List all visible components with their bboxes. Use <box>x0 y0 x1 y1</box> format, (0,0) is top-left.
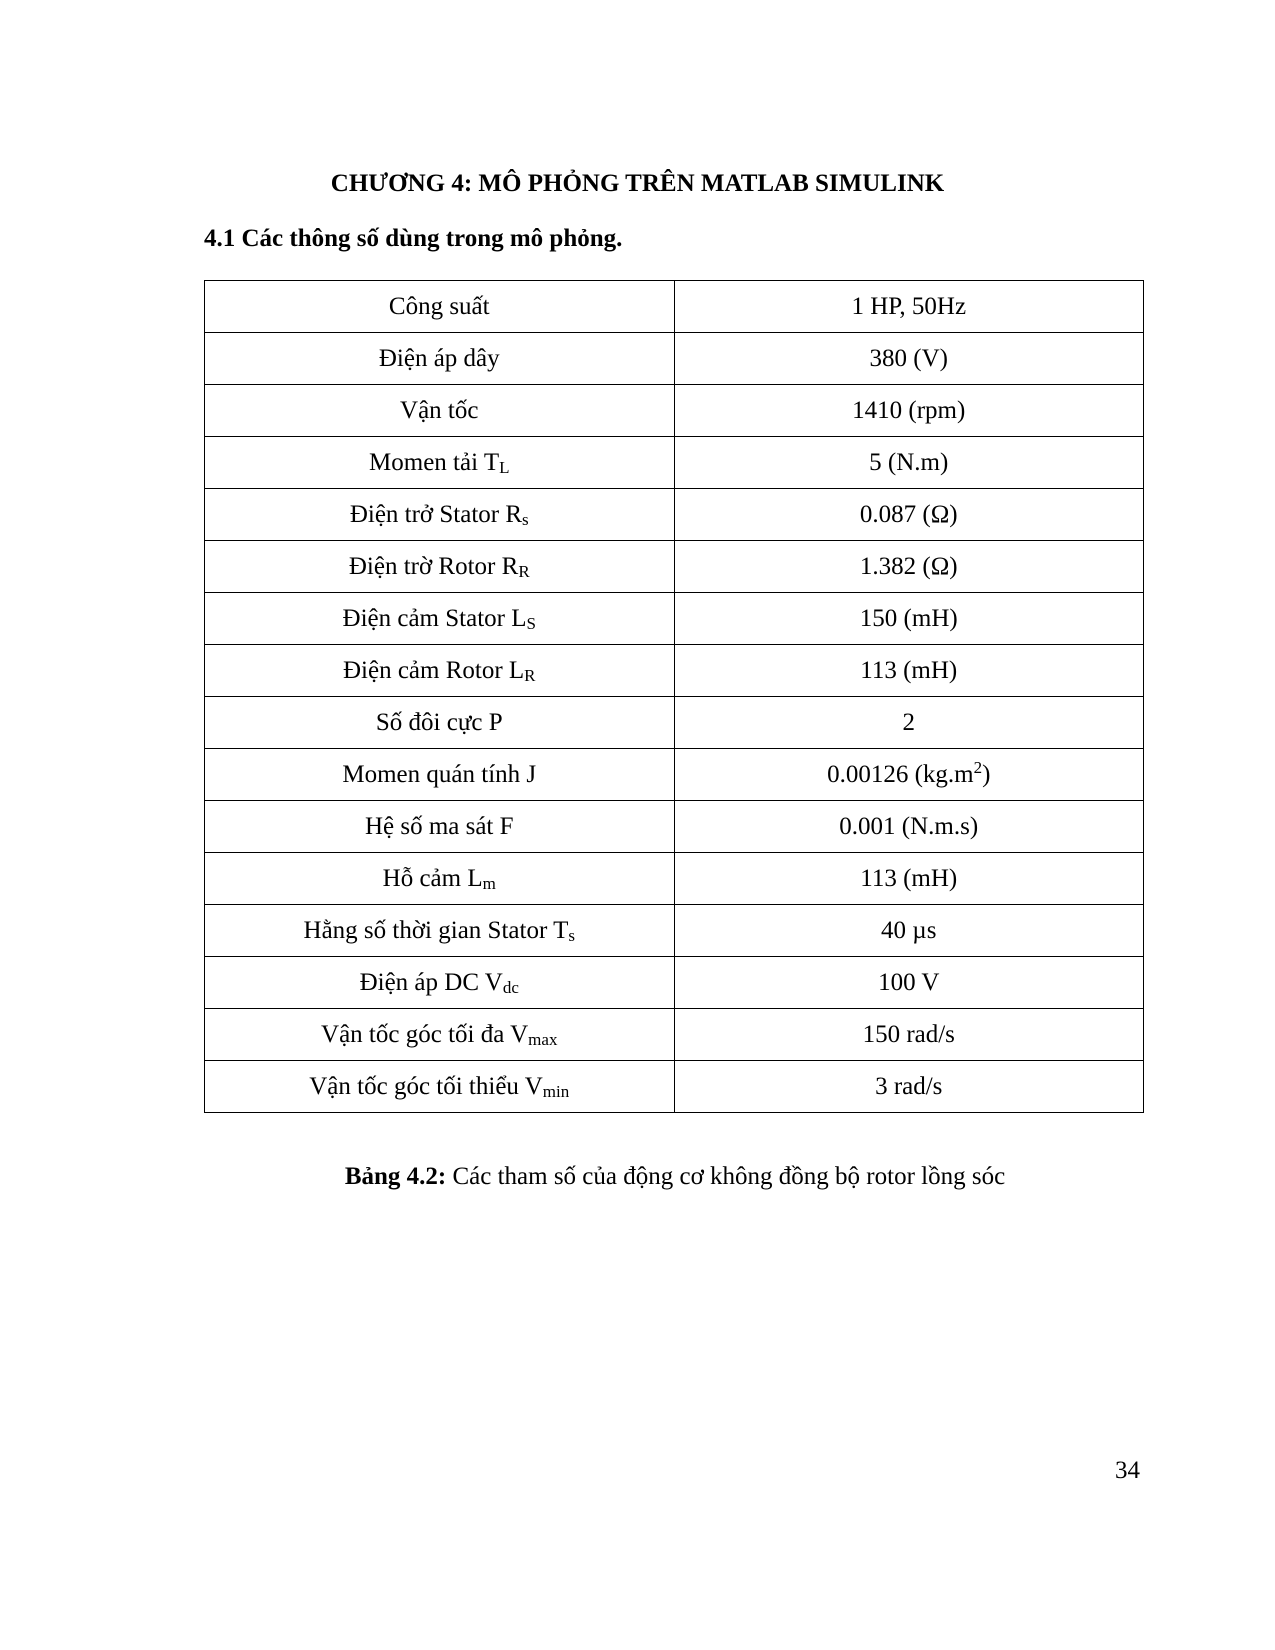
parameter-name-cell <box>205 957 675 1009</box>
parameter-name-cell <box>205 697 675 749</box>
page-number: 34 <box>1115 1457 1140 1484</box>
parameter-subscript: max <box>528 1029 558 1049</box>
parameter-name-cell <box>205 1061 675 1113</box>
parameter-value: 0.00126 (kg.m <box>827 760 974 788</box>
parameter-name-cell <box>205 593 675 645</box>
parameter-name: Số đôi cực P <box>375 708 503 736</box>
parameter-value-cell <box>674 645 1144 697</box>
table-row <box>205 645 1144 697</box>
parameter-value-cell <box>674 1009 1144 1061</box>
table-row <box>205 1061 1144 1113</box>
parameter-subscript: dc <box>502 977 519 997</box>
parameter-value: 1.382 (Ω) <box>859 552 958 580</box>
table-row <box>205 749 1144 801</box>
parameter-subscript: s <box>568 925 575 945</box>
parameter-name-cell <box>205 1009 675 1061</box>
parameter-name: Vận tốc góc tối đa V <box>321 1020 529 1048</box>
table-caption <box>0 1163 1275 1191</box>
parameter-value-cell <box>674 697 1144 749</box>
parameter-value: 113 (mH) <box>860 864 958 892</box>
table-row <box>205 437 1144 489</box>
table-row <box>205 853 1144 905</box>
table-row <box>205 697 1144 749</box>
parameter-value: 150 rad/s <box>862 1020 955 1048</box>
value-superscript: 2 <box>973 757 983 777</box>
parameter-value: 113 (mH) <box>860 656 958 684</box>
chapter-title: CHƯƠNG 4: MÔ PHỎNG TRÊN MATLAB SIMULINK <box>330 170 945 197</box>
table-row <box>205 1009 1144 1061</box>
table-row <box>205 489 1144 541</box>
parameter-value-cell <box>674 853 1144 905</box>
parameter-subscript: S <box>526 613 536 633</box>
table-row <box>205 385 1144 437</box>
parameter-value: 380 (V) <box>869 344 948 372</box>
parameter-name-cell <box>205 385 675 437</box>
parameter-value-cell <box>674 1061 1144 1113</box>
parameter-value-cell <box>674 385 1144 437</box>
table-row <box>205 801 1144 853</box>
parameter-name: Điện trở Stator R <box>349 500 523 528</box>
table-row <box>205 905 1144 957</box>
parameter-name: Hệ số ma sát F <box>364 812 514 840</box>
parameter-value: 40 µs <box>881 916 937 944</box>
parameter-value: 100 V <box>878 968 940 996</box>
parameter-value-cell <box>674 749 1144 801</box>
parameter-value: 0.087 (Ω) <box>859 500 958 528</box>
table-row <box>205 593 1144 645</box>
parameter-subscript: min <box>542 1081 570 1101</box>
parameter-value-cell <box>674 437 1144 489</box>
parameter-value: 5 (N.m) <box>869 448 949 476</box>
parameter-name: Công suất <box>388 292 490 320</box>
parameter-value-cell <box>674 281 1144 333</box>
parameter-value-cell <box>674 957 1144 1009</box>
parameter-value: 1410 (rpm) <box>852 396 966 424</box>
parameter-subscript: m <box>482 873 496 893</box>
parameter-name: Momen tải T <box>369 448 500 476</box>
parameter-name: Điện cảm Rotor L <box>342 656 525 684</box>
parameter-name: Điện áp DC V <box>359 968 503 996</box>
parameter-value-cell <box>674 593 1144 645</box>
parameter-name: Hỗ cảm L <box>382 864 483 892</box>
parameter-name: Vận tốc <box>400 396 479 424</box>
parameters-table <box>204 280 1144 1113</box>
parameter-name-cell <box>205 645 675 697</box>
parameter-name-cell <box>205 333 675 385</box>
caption-text: Các tham số của động cơ không đồng bộ rotor lồng sóc <box>446 1163 1006 1190</box>
section-heading: 4.1 Các thông số dùng trong mô phỏng. <box>204 225 623 252</box>
parameter-value: 3 rad/s <box>875 1072 943 1100</box>
parameter-name-cell <box>205 905 675 957</box>
parameter-value: 0.001 (N.m.s) <box>839 812 979 840</box>
parameter-name: Momen quán tính J <box>342 760 537 788</box>
parameter-name-cell <box>205 437 675 489</box>
parameters-table-body <box>205 281 1144 1113</box>
table-row <box>205 957 1144 1009</box>
table-row <box>205 333 1144 385</box>
caption-label: Bảng 4.2: <box>344 1163 447 1190</box>
parameter-name-cell <box>205 489 675 541</box>
parameter-subscript: R <box>518 561 530 581</box>
parameter-value-cell <box>674 333 1144 385</box>
parameter-name: Điện cảm Stator L <box>342 604 527 632</box>
parameter-subscript: s <box>522 509 529 529</box>
parameter-name: Điện áp dây <box>378 344 500 372</box>
parameter-value-cell <box>674 489 1144 541</box>
parameter-value-cell <box>674 801 1144 853</box>
parameter-value: 1 HP, 50Hz <box>851 292 967 320</box>
value-suffix: ) <box>982 760 991 788</box>
parameter-value: 2 <box>902 708 915 736</box>
table-row <box>205 541 1144 593</box>
parameter-name-cell <box>205 801 675 853</box>
parameter-name-cell <box>205 853 675 905</box>
parameter-name-cell <box>205 749 675 801</box>
parameter-value-cell <box>674 905 1144 957</box>
parameter-name: Hằng số thời gian Stator T <box>303 916 569 944</box>
parameter-subscript: R <box>524 665 536 685</box>
parameter-subscript: L <box>499 457 510 477</box>
parameter-name: Điện trờ Rotor R <box>348 552 519 580</box>
table-row <box>205 281 1144 333</box>
parameter-value-cell <box>674 541 1144 593</box>
parameter-name-cell <box>205 541 675 593</box>
parameter-name: Vận tốc góc tối thiểu V <box>309 1072 543 1100</box>
parameter-value: 150 (mH) <box>859 604 958 632</box>
parameter-name-cell <box>205 281 675 333</box>
